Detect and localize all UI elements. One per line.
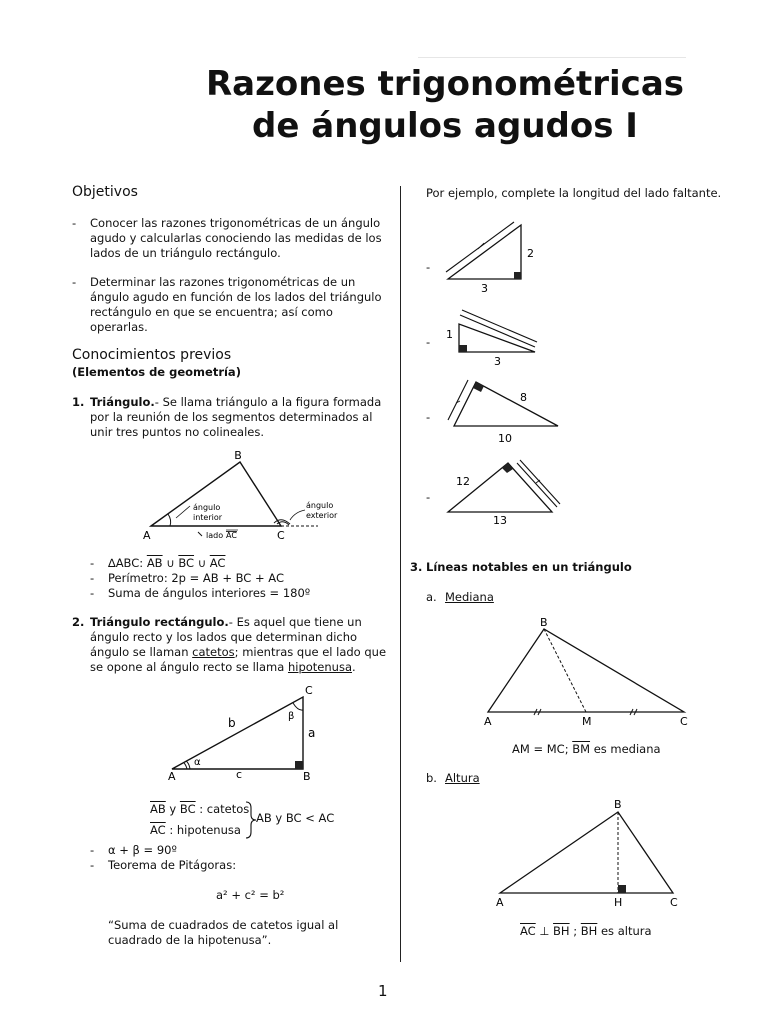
item-2-number: 2. [72, 615, 85, 629]
vertex-c-label: C [680, 715, 688, 728]
side-b-label: b [228, 716, 236, 730]
page-number: 1 [378, 982, 388, 1000]
bullet-dash: - [90, 843, 95, 857]
example-triangle-4 [440, 455, 570, 530]
bullet-dash: - [72, 275, 77, 289]
alpha-beta-relation: α + β = 90º [108, 843, 177, 857]
semicolon: ; [573, 924, 578, 938]
objetivo-1: Conocer las razones trigonométricas de un ángulo agudo y calcularlas conociendo las medidas de los lados de un triángulo rectángulo. [90, 216, 382, 260]
altura-caption [520, 924, 652, 939]
vertex-b-label: B [540, 616, 548, 629]
segment-bc: $\overline{BC}$ [179, 802, 196, 816]
vertex-a-label: A [168, 770, 176, 783]
interior-angle-arc [168, 514, 171, 526]
bullet-dash: - [90, 571, 95, 585]
segment-bh: $\overline{BH}$ [553, 924, 570, 938]
suma-angulos: Suma de ángulos interiores = 180º [108, 586, 311, 600]
item-2-text [90, 615, 392, 675]
triangle-diagram [140, 446, 340, 546]
example-triangle-2 [440, 302, 550, 372]
objetivos-heading: Objetivos [72, 184, 138, 200]
pointer-arrow [290, 510, 305, 520]
exterior-angle-label: ángulo [306, 501, 334, 510]
altura-caption-text: es altura [600, 924, 652, 938]
side-label: 2 [527, 247, 534, 260]
side-c-label: c [236, 768, 243, 781]
item-1-term: Triángulo. [90, 395, 155, 409]
vertex-c-label: C [670, 896, 678, 909]
vertex-m-label: M [582, 715, 592, 728]
catetos-word: catetos [192, 645, 235, 659]
right-angle-mark [295, 761, 303, 769]
vertex-b-label: B [303, 770, 311, 783]
a-label: a. [426, 590, 437, 604]
example-triangle-3 [440, 376, 570, 448]
hypotenuse-label: 8 [520, 391, 527, 404]
side-label: lado [206, 531, 224, 540]
bullet-dash: - [72, 216, 77, 230]
pointer-arrow [176, 506, 190, 518]
item-1-text [90, 395, 392, 440]
period: . [352, 660, 356, 674]
bullet-dash: - [90, 858, 95, 872]
pitagoras-label: Teorema de Pitágoras: [108, 858, 237, 872]
pythagoras-quote: “Suma de cuadrados de catetos igual al cuadrado de la hipotenusa”. [108, 918, 339, 947]
segment-ac: $\overline{AC}$ [209, 556, 226, 570]
conocimientos-heading: Conocimientos previos [72, 347, 232, 363]
y-word: y [169, 802, 177, 816]
segment-ab: $\overline{AB}$ [146, 556, 163, 570]
item-3-number: 3. [410, 560, 423, 574]
base-label: 3 [494, 355, 501, 368]
bullet-dash: - [426, 335, 431, 349]
abc-definition [108, 556, 225, 571]
abc-prefix: ∆ABC: [108, 556, 144, 570]
base-label: 13 [493, 514, 507, 527]
mediana-diagram [478, 614, 698, 732]
vertex-c-label: C [277, 529, 285, 542]
column-divider [400, 186, 401, 962]
vertex-a-label: A [496, 896, 504, 909]
item-2-term: Triángulo rectángulo. [90, 615, 229, 629]
conocimientos-subheading: (Elementos de geometría) [72, 365, 241, 379]
alpha-arc [184, 763, 187, 769]
segment-ab: $\overline{AB}$ [150, 802, 166, 816]
side-ac-label: AC [226, 531, 237, 540]
item-2-definition-b: ; mientras que el lado que se opone al ángulo recto se llama [90, 645, 387, 674]
vertex-b-label: B [234, 449, 242, 462]
item-1-definition: - Se llama triángulo a la figura formada por la reunión de los segmentos determinados al unir tres puntos no colineales. [90, 395, 382, 439]
catetos-label: : catetos [199, 802, 250, 816]
union-symbol: ∪ [166, 556, 175, 570]
page-title-line1: Razones trigonométricas [205, 64, 685, 104]
perpendicular-symbol: ⊥ [539, 924, 550, 938]
ejemplo-text: Por ejemplo, complete la longitud del lado faltante. [426, 186, 722, 200]
right-triangle-diagram [160, 680, 330, 790]
perimetro: Perímetro: 2p = AB + BC + AC [108, 571, 284, 585]
mediana-caption-b: es mediana [593, 742, 661, 756]
segment-bm: $\overline{BM}$ [572, 742, 591, 756]
pointer-arrow [198, 532, 202, 536]
beta-label: β [288, 711, 295, 722]
vertex-a-label: A [143, 529, 151, 542]
item-1-number: 1. [72, 395, 85, 409]
page-title-line2: de ángulos agudos I [252, 106, 638, 146]
side-label: 1 [446, 328, 453, 341]
bullet-dash: - [90, 556, 95, 570]
bullet-dash: - [426, 490, 431, 504]
hipotenusa-label: : hipotenusa [169, 823, 241, 837]
altura-heading: Altura [445, 771, 480, 785]
vertex-a-label: A [484, 715, 492, 728]
pythagoras-formula: a² + c² = b² [216, 888, 285, 902]
catetos-line [150, 802, 249, 817]
ab-bc-ac-relation: AB y BC < AC [256, 811, 335, 825]
item-2-definition-a: - Es aquel que tiene un ángulo recto y los lados que determinan dicho ángulo se llaman [90, 615, 362, 659]
segment-ac: $\overline{AC}$ [520, 924, 536, 938]
mediana-caption [512, 742, 661, 757]
interior-angle-label: interior [193, 513, 223, 522]
item-3-title: Líneas notables en un triángulo [426, 560, 632, 574]
beta-arc [293, 703, 303, 710]
alpha-label: α [194, 757, 201, 768]
header-rule [418, 57, 686, 58]
union-symbol: ∪ [197, 556, 207, 570]
example-triangle-1 [440, 218, 550, 298]
side-label: 12 [456, 475, 470, 488]
vertex-b-label: B [614, 798, 622, 811]
altura-diagram [490, 796, 690, 911]
exterior-angle-label: exterior [306, 511, 338, 520]
hipotenusa-word: hipotenusa [287, 660, 352, 674]
bullet-dash: - [426, 410, 431, 424]
mediana-heading: Mediana [445, 590, 494, 604]
interior-angle-label: ángulo [193, 503, 221, 512]
bullet-dash: - [426, 260, 431, 274]
hipotenusa-line [150, 823, 241, 838]
bullet-dash: - [90, 586, 95, 600]
side-a-label: a [308, 726, 316, 740]
vertex-c-label: C [305, 684, 313, 697]
vertex-h-label: H [614, 896, 623, 909]
right-triangle [172, 697, 303, 769]
b-label: b. [426, 771, 437, 785]
base-label: 10 [498, 432, 512, 445]
segment-bc: $\overline{BC}$ [178, 556, 195, 570]
base-label: 3 [481, 282, 488, 295]
segment-ac: $\overline{AC}$ [150, 823, 166, 837]
objetivo-2: Determinar las razones trigonométricas de un ángulo agudo en función de los lados del triángulo rectángulo en que se encuentra; así como operarlas. [90, 275, 382, 334]
segment-bh: $\overline{BH}$ [580, 924, 598, 938]
mediana-caption-a: AM = MC; [512, 742, 569, 756]
